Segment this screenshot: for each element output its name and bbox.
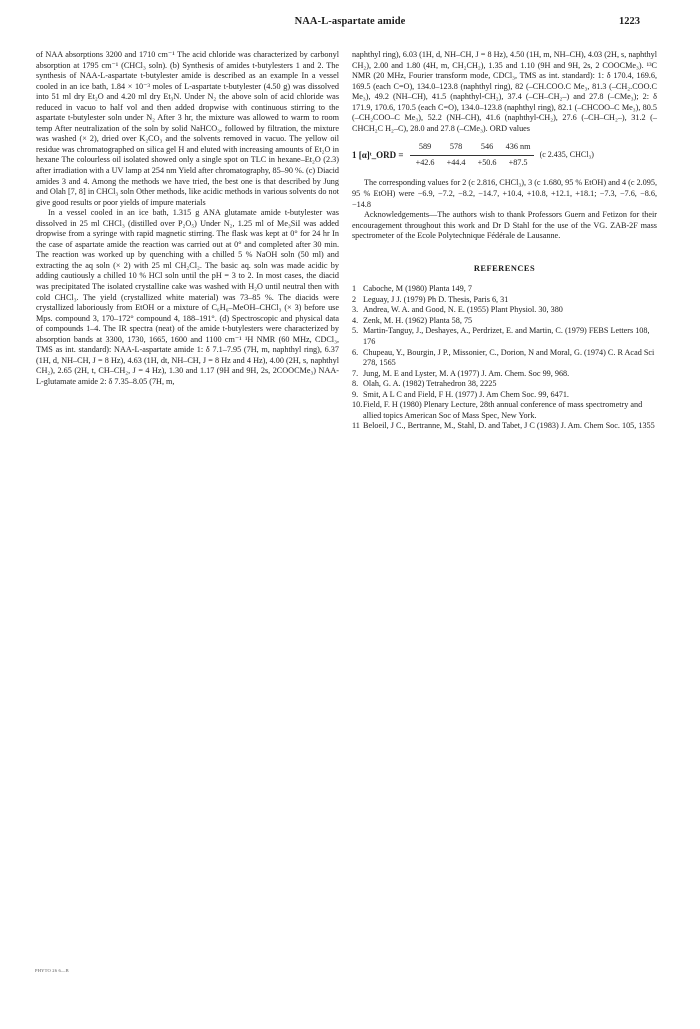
- ord-conditions: (c 2.435, CHCl₃): [539, 150, 594, 160]
- reference-item: [352, 369, 657, 380]
- reference-text: Martin-Tanguy, J., Deshayes, A., Perdrizet, E. and Martin, C. (1979) FEBS Letters 108, 176: [363, 326, 650, 347]
- reference-text: Leguay, J J. (1979) Ph D. Thesis, Paris 6, 31: [363, 294, 509, 304]
- reference-number: 8.: [352, 379, 359, 389]
- footer-code: PHYTO 26 6—B: [35, 968, 69, 973]
- reference-number: 2: [352, 294, 357, 304]
- ord-value: +42.6: [415, 157, 435, 167]
- reference-number: 9.: [352, 389, 359, 399]
- body-paragraph: of NAA absorptions 3200 and 1710 cm⁻¹ The acid chloride was characterized by carbonyl absorption at 1795 cm⁻¹ (CHCl₃ soln). (b) Synthesis of amides t-butylesters 1 and 2. The synthesis of NAA-L-aspartate t-butylester amide is described as an example In a vessel cooled in an ice bath, 1.84 × 10⁻³ moles of L-aspartate t-butylester (4.50 g) was dissolved into 51 ml dry Et₂O and 4.20 ml dry Et₃N. Under N₂ the above soln of acid chloride was reduced in vacuo to half vol and then added dropwise with continuous stirring to the aspartate t-butylester soln under N₂ After 3 hr, the mixture was allowed to warm to room temp After neutralization of the soln by solid NaHCO₃, followed by filtration, the mixture was washed (× 2), dried over K₂CO₃ and the solvents removed in vacuo. The yellow oil residue was chromatographed on silica gel H and eluted with increasing amounts of Et₂O in hexane The colourless oil isolated showed only a single spot on TLC in hexane–Et₂O (2.3) after irradiation with a UV lamp at 254 nm Yield after chromatography, 85–90 %. (c) Diacid amides 3 and 4. Among the methods we have tried, the best one is that described by Jung and Olah [7, 8] in CHCl₃ soln Other methods, like acidic methods in various solvents do not give good results or poor yields of impure materials: [36, 50, 339, 207]
- reference-number: 5.: [352, 326, 359, 336]
- ord-fraction: [410, 142, 534, 168]
- reference-number: 11: [352, 421, 360, 431]
- reference-item: [352, 379, 657, 390]
- running-title: NAA-L-aspartate amide: [294, 16, 406, 27]
- reference-item: [352, 295, 657, 306]
- spectra-paragraph: naphthyl ring), 6.03 (1H, d, NH–CH, J = 8 Hz), 4.50 (1H, m, NH–CH), 4.03 (2H, s, naphthyl CH₂), 2.00 and 1.80 (4H, m, CH₂CH₂), 1.35 and 1.10 (9H and 9H, 2s, 2 COOCMe₃). ¹³C NMR (20 MHz, Fourier transform mode, CDCl₃, TMS as int. standard): 1: δ 170.4, 169.6, 169.5 (each C=O), 134.0–123.8 (naphthyl ring), 82 (–CH.COO.C Me₃, 81.3 (–CH₂.COO.C Me₃), 49.2 (NH–CH), 41.5 (naphthyl-CH₂), 37.4 (–CH–CH₂–) and 27.8 (–CMe₃); 2: δ 171.9, 170.6, 170.5 (each C=O), 134.0–123.8 (naphthyl ring), 82.1 (–CHCOO–C Me₃), 80.5 (–CH₂COO–C Me₃), 52.2 (NH–CH), 41.6 (naphthyl-CH₂), 27.6 (–CH–CH₂–), 31.2 (–CHCH₂C H₂–C), 28.0 and 27.8 (–CMe₃). ORD values: [352, 50, 657, 133]
- ord-wavelength: 436 nm: [505, 142, 531, 152]
- left-column: [36, 50, 339, 388]
- ord-value: +50.6: [477, 157, 497, 167]
- ord-symbol: 1 [α]ᵗ_ORD =: [352, 150, 404, 161]
- reference-item: [352, 316, 657, 327]
- reference-text: Olah, G. A. (1982) Tetrahedron 38, 2225: [363, 379, 497, 389]
- reference-number: 10.: [352, 400, 363, 410]
- reference-item: [352, 326, 657, 347]
- ord-value-row: [410, 156, 534, 169]
- page-number: 1223: [619, 16, 640, 27]
- references-heading: REFERENCES: [473, 263, 536, 273]
- reference-text: Caboche, M (1980) Planta 149, 7: [363, 284, 472, 294]
- ord-value: +87.5: [508, 157, 528, 167]
- ord-wavelength: 546: [480, 142, 494, 152]
- reference-item: [352, 284, 657, 295]
- reference-number: 4.: [352, 315, 359, 325]
- body-paragraph: In a vessel cooled in an ice bath, 1.315 g ANA glutamate amide t-butylester was dissolved in 25 ml CHCl₃ (distilled over P₂O₅) Under N₂, 1.25 ml of Me₃SiI was added dropwise from a syringe with rapid magnetic stirring. The flask was kept at 0° for 24 hr In the case of aspartate amide the reaction was carried out at 0° and completed after 30 min. The reaction was worked up by quenching with a chilled 5 % NaOH soln (50 ml) and extracting the aq soln (× 2) with 25 ml CH₂Cl₂. The basic aq. soln was made acidic by adding cautiously a chilled 10 % HCl soln until the pH = 3 to 2. In most cases, the diacid was precipitated The isolated crystalline cake was washed with H₂O until neutral then with cold CHCl₃. The yield (crystallized white material) was 73–85 %. The diacids were crystallized laboriously from EtOH or a mixture of C₆H₆–MeOH–CHCl₃ (× 3) before use Mps. compound 3, 170–172° compound 4, 188–191°. (d) Spectroscopic and physical data of compounds 1–4. The IR spectra (neat) of the amide t-butylesters were characterized by absorption bands at 3300, 1730, 1665, 1600 and 1100 cm⁻¹ ¹H NMR (60 MHz, CDCl₃, TMS as int. standard): NAA-L-aspartate amide 1: δ 7.1–7.95 (7H, m, naphthyl ring), 6.37 (1H, d, NH–CH, J = 8 Hz), 4.63 (1H, dt, NH–CH, J = 8 Hz and 4 Hz), 4.00 (2H, s, naphthyl CH₂), 2.65 (2H, t, CH–CH₂, J = 4 Hz), 1.30 and 1.17 (9H and 9H, 2s, 2COOCMe₃) NAA-L-glutamate amide 2: δ 7.35–8.05 (7H, m,: [36, 208, 339, 386]
- reference-text: Beloeil, J C., Bertranne, M., Stahl, D. and Tabet, J C (1983) J. Am. Chem Soc. 105, 1355: [363, 421, 655, 431]
- reference-item: [352, 390, 657, 401]
- ord-value: +44.4: [446, 157, 466, 167]
- right-column: [352, 50, 657, 432]
- reference-text: Andrea, W. A. and Good, N. E. (1955) Plant Physiol. 30, 380: [363, 305, 563, 315]
- reference-item: [352, 305, 657, 316]
- references-list: [352, 284, 657, 432]
- reference-number: 6.: [352, 347, 359, 357]
- reference-text: Jung, M. E and Lyster, M. A (1977) J. Am. Chem. Soc 99, 968.: [363, 368, 570, 378]
- reference-item: [352, 348, 657, 369]
- reference-text: Field, F. H (1980) Plenary Lecture, 28th annual conference of mass spectrometry and allied topics American Soc of Mass Spec, New York.: [363, 400, 643, 420]
- ord-continuation-paragraph: The corresponding values for 2 (c 2.816, CHCl₃), 3 (c 1.680, 95 % EtOH) and 4 (c 2.095, 95 % EtOH) were −6.9, −7.2, −8.2, −14.7, +10.4, +10.8, +12.1, +18.1; −7.3, −7.6, −8.6, −14.8: [352, 178, 657, 209]
- reference-text: Smit, A L C and Field, F H. (1977) J. Am Chem Soc. 99, 6471.: [363, 389, 569, 399]
- reference-text: Zenk, M. H. (1962) Planta 58, 75: [363, 315, 473, 325]
- reference-text: Chupeau, Y., Bourgin, J P., Missonier, C., Dorion, N and Moral, G. (1974) C. R Acad Sci 278, 1565: [363, 347, 655, 368]
- ord-equation: [352, 142, 657, 168]
- reference-number: 3.: [352, 305, 359, 315]
- acknowledgements: Acknowledgements—The authors wish to thank Professors Guern and Fetizon for their encouragement throughout this work and Dr D Stahl for the use of the VG. ZAB-2F mass spectrometer of the Ecole Polytechnique Fédérale de Lausanne.: [352, 210, 657, 241]
- reference-number: 7.: [352, 368, 359, 378]
- reference-item: [352, 421, 657, 432]
- ord-wavelength-row: [410, 142, 534, 156]
- ord-wavelength: 578: [449, 142, 463, 152]
- reference-item: [352, 400, 657, 421]
- ord-wavelength: 589: [418, 142, 432, 152]
- reference-number: 1: [352, 284, 357, 294]
